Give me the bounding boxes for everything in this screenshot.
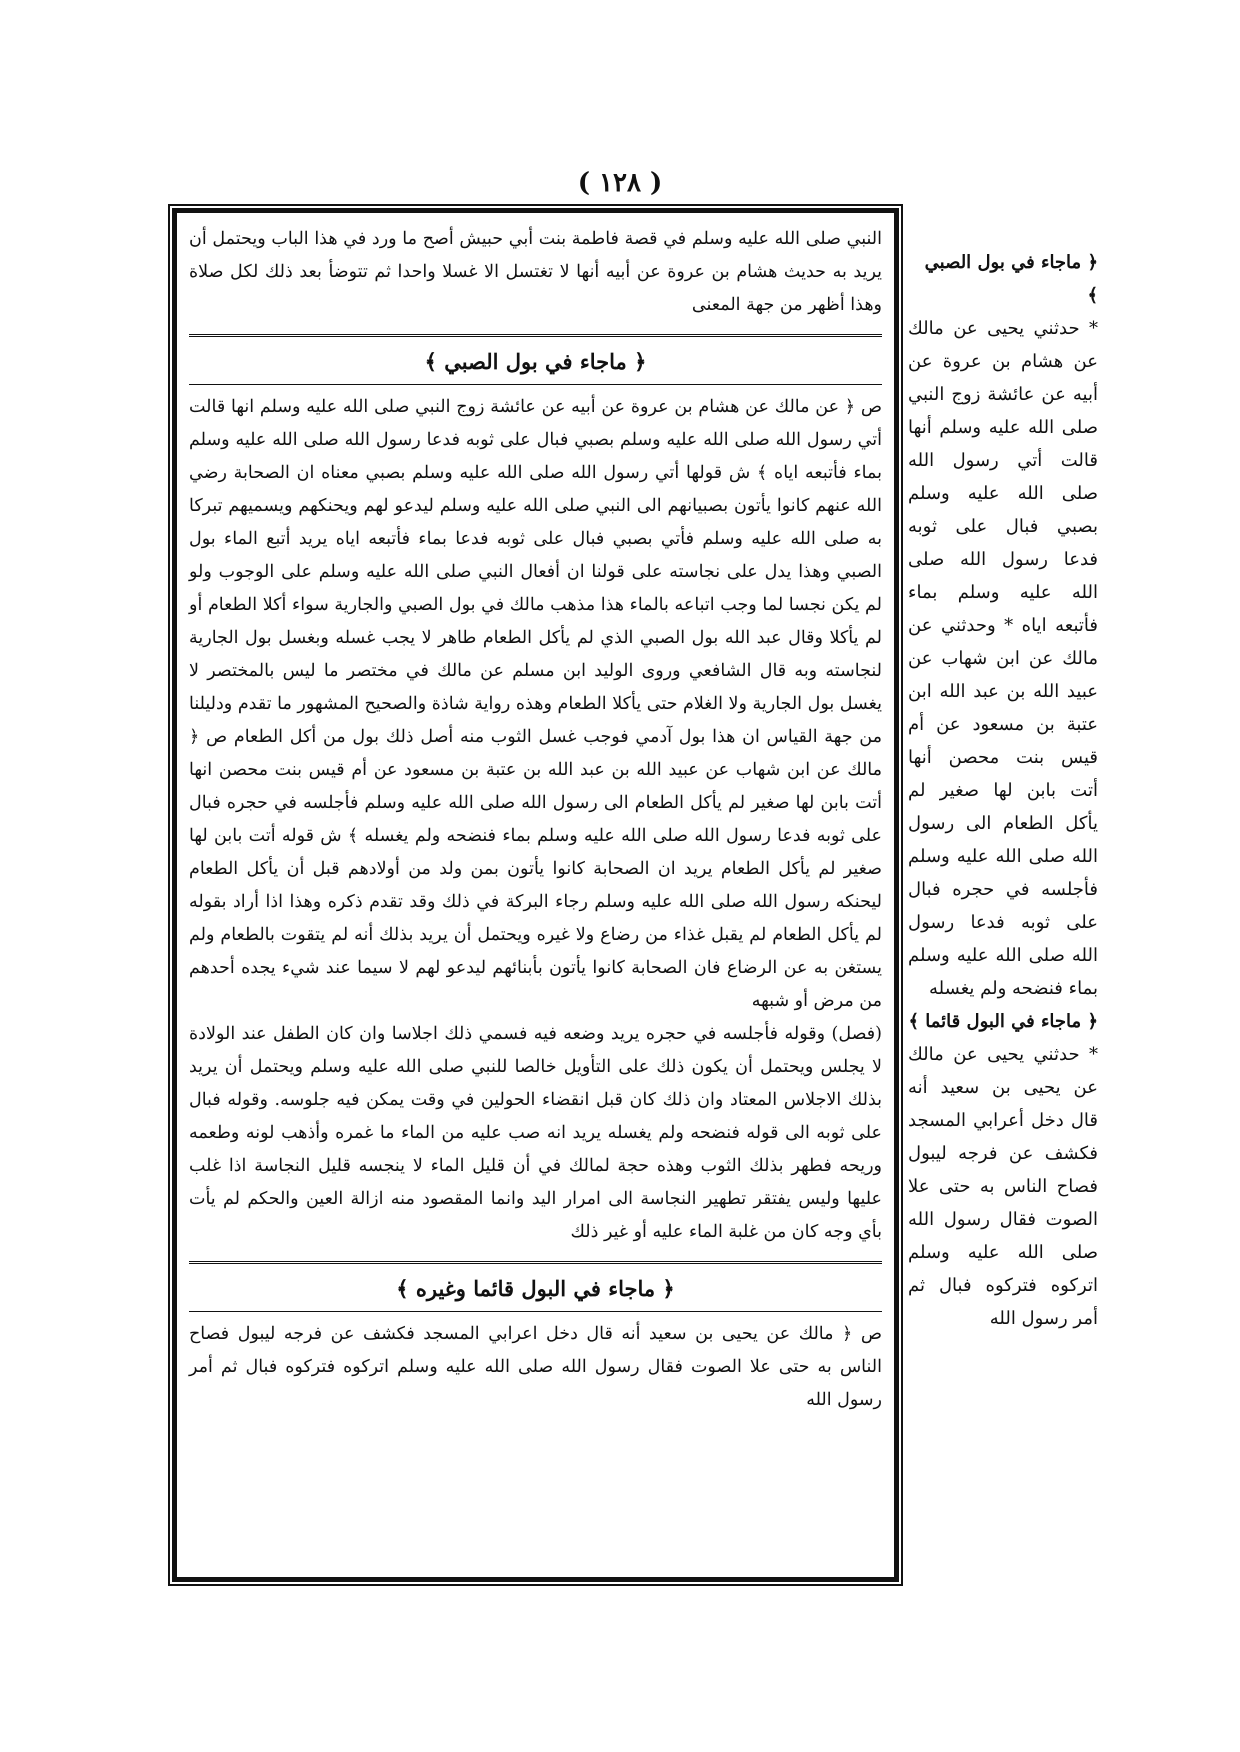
commentary-urine-of-boy: ص ﴿ عن مالك عن هشام بن عروة عن أبيه عن عائشة زوج النبي صلى الله عليه وسلم انها قالت أتي رسول الله صلى الله عليه وسلم بصبي فبال على ثوبه فدعا رسول الله صلى الله عليه وسلم بماء فأتبعه اياه ﴾ ش قولها أتي رسول الله صلى الله عليه وسلم بصبي معناه ان الصحابة رضي الله عنهم كانوا يأتون بصبيانهم الى النبي صلى الله عليه وسلم ليدعو لهم ويحنكهم ويسميهم تبركا به صلى الله عليه وسلم فأتي بصبي فبال على ثوبه فدعا بماء فأتبعه اياه يريد أتبع الماء بول الصبي وهذا يدل على نجاسته على قولنا ان أفعال النبي صلى الله عليه وسلم على الوجوب ولو لم يكن نجسا لما وجب اتباعه بالماء هذا مذهب مالك في بول الصبي والجارية سواء أكلا الطعام أو لم يأكلا وقال عبد الله بول الصبي الذي لم يأكل الطعام طاهر لا يجب غسله وبغسل بول الجارية لنجاسته وبه قال الشافعي وروى الوليد ابن مسلم عن مالك في مختصر ما ليس بالمختصر لا يغسل بول الجارية ولا الغلام حتى يأكلا الطعام وهذه رواية شاذة والصحيح المشهور ما تقدم ودليلنا من جهة القياس ان هذا بول آدمي فوجب غسل الثوب منه أصل ذلك بول من أكل الطعام ص ﴿ مالك عن ابن شهاب عن عبيد الله بن عبد الله بن عتبة بن مسعود عن أم قيس بنت محصن انها أتت بابن لها صغير لم يأكل الطعام الى رسول الله صلى الله عليه وسلم فأجلسه في حجره فبال على ثوبه فدعا رسول الله صلى الله عليه وسلم بماء فنضحه ولم يغسله ﴾ ش قوله أتت بابن لها صغير لم يأكل الطعام يريد ان الصحابة كانوا يأتون بمن ولد من أولادهم قبل أن يأكل الطعام ليحنكه رسول الله صلى الله عليه وسلم رجاء البركة في ذلك وقد تقدم ذكره وهذا اذا أراد بقوله لم يأكل الطعام لم يقبل غذاء من رضاع ولا غيره ويحتمل أن يريد بذلك أنه لم يتقوت بالطعام ولم يستغن به عن الرضاع فان الصحابة كانوا يأتون بأبنائهم ليدعو لهم لا سيما عند شيء يجده أحدهم من مرض أو شبهه [189, 397, 882, 1011]
heading-rule [189, 384, 882, 385]
margin-heading-urine-of-boy: ﴿ ماجاء في بول الصبي ﴾ [924, 252, 1098, 306]
intro-paragraph: النبي صلى الله عليه وسلم في قصة فاطمة بنت أبي حبيش أصح ما ورد في هذا الباب ويحتمل أن يريد به حديث هشام بن عروة عن أبيه أنها لا تغتسل الا غسلا واحدا ثم تتوضأ بعد ذلك لكل صلاة وهذا أظهر من جهة المعنى [189, 229, 882, 315]
margin-hadith-urinating-standing: * حدثني يحيى عن مالك عن يحيى بن سعيد أنه قال دخل أعرابي المسجد فكشف عن فرجه ليبول فصاح الناس به حتى علا الصوت فقال رسول الله صلى الله عليه وسلم اتركوه فتركوه فبال ثم أمر رسول الله [908, 1044, 1098, 1329]
main-text-body [189, 223, 882, 1567]
heading-rule [189, 1311, 882, 1312]
margin-text-column [908, 246, 1098, 1335]
commentary-urinating-standing: ص ﴿ مالك عن يحيى بن سعيد أنه قال دخل اعرابي المسجد فكشف عن فرجه ليبول فصاح الناس به حتى علا الصوت فقال رسول الله صلى الله عليه وسلم اتركوه فتركوه فبال ثم أمر رسول الله [189, 1324, 882, 1410]
margin-hadith-urine-of-boy: * حدثني يحيى عن مالك عن هشام بن عروة عن أبيه عن عائشة زوج النبي صلى الله عليه وسلم أنها قالت أتي رسول الله صلى الله عليه وسلم بصبي فبال على ثوبه فدعا رسول الله صلى الله عليه وسلم بماء فأتبعه اياه * وحدثني عن مالك عن ابن شهاب عن عبيد الله بن عبد الله ابن عتبة بن مسعود عن أم قيس بنت محصن أنها أتت بابن لها صغير لم يأكل الطعام الى رسول الله صلى الله عليه وسلم فأجلسه في حجره فبال على ثوبه فدعا رسول الله صلى الله عليه وسلم بماء فنضحه ولم يغسله [908, 318, 1098, 999]
section-heading-urinating-standing: ﴿ ماجاء في البول قائما وغيره ﴾ [396, 1276, 675, 1301]
margin-heading-urinating-standing: ﴿ ماجاء في البول قائما ﴾ [908, 1011, 1098, 1032]
page-number: ( ١٢٨ ) [577, 168, 663, 198]
section-heading-urine-of-boy: ﴿ ماجاء في بول الصبي ﴾ [424, 349, 647, 374]
main-text-frame [172, 208, 899, 1582]
commentary-fasl: (فصل) وقوله فأجلسه في حجره يريد وضعه فيه فسمي ذلك اجلاسا وان كان الطفل عند الولادة لا يجلس ويحتمل أن يكون ذلك على التأويل خالصا للنبي صلى الله عليه وسلم ويحتمل أن يريد بذلك الاجلاس المعتاد وان ذلك كان قبل انقضاء الحولين في وقت يمكن فيه جلوسه. وقوله فبال على ثوبه الى قوله فنضحه ولم يغسله يريد انه صب عليه من الماء ما غمره وأذهب لونه وطعمه وريحه فطهر بذلك الثوب وهذه حجة لمالك في أن قليل الماء لا ينجسه قليل النجاسة اذا غلب عليها وليس يفتقر تطهير النجاسة الى امرار اليد وانما المقصود منه ازالة العين والحكم لم يأت بأي وجه كان من غلبة الماء عليه أو غير ذلك [189, 1024, 882, 1242]
